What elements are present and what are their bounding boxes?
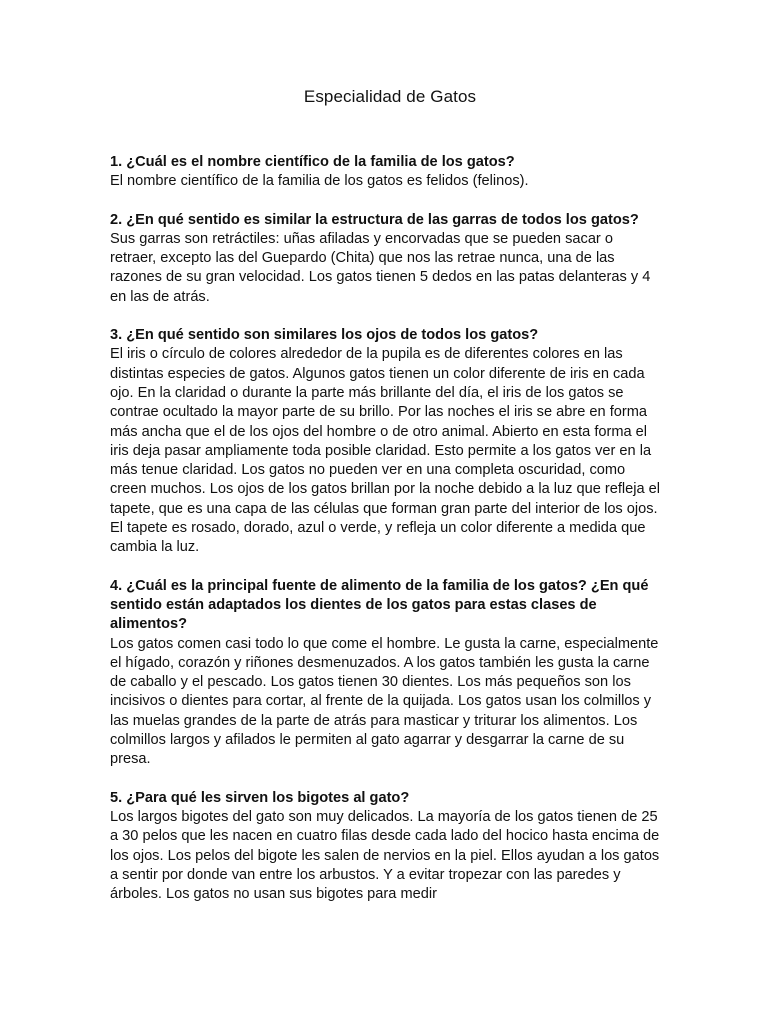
question-section-5: [110, 789, 662, 905]
answer-3: El iris o círculo de colores alrededor de la pupila es de diferentes colores en las distintas especies de gatos. Algunos gatos tienen un color diferente de iris en cada ojo. En la claridad o durante la parte más brillante del día, el iris de los gatos se contrae ocultado la mayor parte de su brillo. Por las noches el iris se abre en forma más ancha que el de los ojos del hombre o de otro animal. Abierto en esta forma el iris deja pasar ampliamente toda posible claridad. Esto permite a los gatos ver en la más tenue claridad. Los gatos no pueden ver en una completa oscuridad, como creen muchos. Los ojos de los gatos brillan por la noche debido a la luz que refleja el tapete, que es una capa de las células que forman gran parte del interior de los ojos. El tapete es rosado, dorado, azul o verde, y refleja un color diferente a medida que cambia la luz.: [110, 346, 661, 556]
answer-2: Sus garras son retráctiles: uñas afiladas y encorvadas que se pueden sacar o retraer, excepto las del Guepardo (Chita) que nos las retrae nunca, una de las razones de su gran velocidad. Los gatos tienen 5 dedos en las patas delanteras y 4 en las de atrás.: [110, 230, 651, 305]
question-1: 1. ¿Cuál es el nombre científico de la familia de los gatos?: [110, 154, 515, 170]
question-4: 4. ¿Cuál es la principal fuente de alimento de la familia de los gatos? ¿En qué sentido están adaptados los dientes de los gatos para estas clases de alimentos?: [110, 577, 649, 633]
document-body: [110, 153, 662, 923]
question-section-1: [110, 153, 662, 192]
question-3: 3. ¿En qué sentido son similares los ojos de todos los gatos?: [110, 327, 539, 344]
document-title: Especialidad de Gatos: [303, 87, 477, 106]
answer-4: Los gatos comen casi todo lo que come el hombre. Le gusta la carne, especialmente el hígado, corazón y riñones desmenuzados. A los gatos también les gusta la carne de caballo y el pescado. Los gatos tienen 30 dientes. Los más pequeños son los incisivos o dientes para cortar, al frente de la quijada. Los gatos usan los colmillos y las muelas grandes de la parte de atrás para masticar y triturar los alimentos. Los colmillos largos y afilados le permiten al gato agarrar y desgarrar la carne de su presa.: [110, 635, 659, 768]
question-section-4: [110, 577, 662, 770]
question-section-2: [110, 211, 662, 307]
question-section-3: [110, 326, 662, 558]
answer-1: El nombre científico de la familia de los gatos es felidos (felinos).: [110, 173, 529, 190]
question-2: 2. ¿En qué sentido es similar la estructura de las garras de todos los gatos?: [110, 211, 639, 228]
answer-5: Los largos bigotes del gato son muy delicados. La mayoría de los gatos tienen de 25 a 30 pelos que les nacen en cuatro filas desde cada lado del hocico hasta encima de los ojos. Los pelos del bigote les salen de nervios en la piel. Ellos ayudan a los gatos a sentir por donde van entre los arbustos. Y a evitar tropezar con las paredes y árboles. Los gatos no usan sus bigotes para medir: [110, 808, 660, 903]
question-5: 5. ¿Para qué les sirven los bigotes al gato?: [110, 789, 410, 806]
